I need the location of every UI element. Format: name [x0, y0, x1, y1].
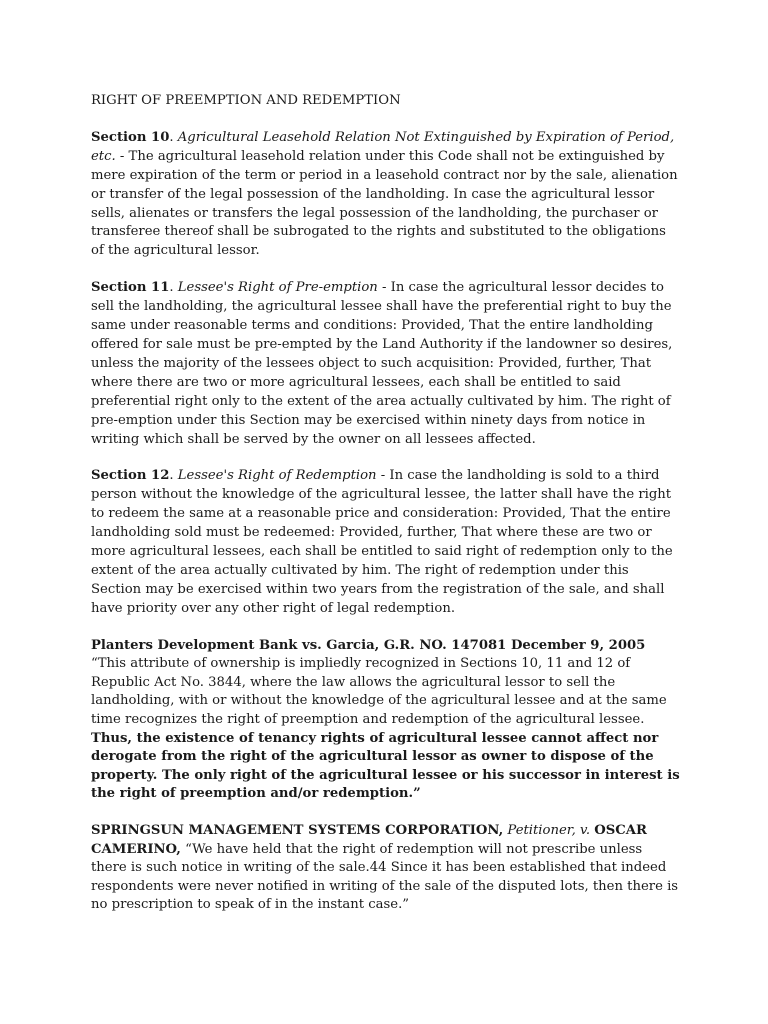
section-11-sep: . — [169, 280, 178, 296]
section-10-paragraph — [91, 129, 681, 261]
case-springsun-role: Petitioner, v. — [503, 823, 595, 838]
case-planters-paragraph — [91, 637, 681, 804]
case-planters-quote: “This attribute of ownership is impliedly recognized in Sections 10, 11 and 12 of Republic Act No. 3844, where the law allows the agricultural lessor to sell the landholding, with or without the knowledge of the agricultural lessee and at the same time recognizes the right of preemption and redemption of the agricultural lessee. — [91, 656, 667, 728]
section-10-body: - The agricultural leasehold relation under this Code shall not be extinguished by mere expiration of the term or period in a leasehold contract nor by the sale, alienation or transfer of the legal possession of the landholding. In case the agricultural lessor sells, alienates or transfers the legal possession of the landholding, the purchaser or transferee thereof shall be subrogated to the rights and substituted to the obligations of the agricultural lessor. — [91, 148, 678, 259]
case-springsun-paragraph — [91, 822, 681, 915]
case-planters-quote-bold: Thus, the existence of tenancy rights of agricultural lessee cannot affect nor derogate from the right of the agricultural lessor as owner to dispose of the property. The only right of the agricultural lessee or his successor in interest is the right of preemption and/or redemption.” — [91, 730, 680, 802]
section-12-body: - In case the landholding is sold to a third person without the knowledge of the agricultural lessee, the latter shall have the right to redeem the same at a reasonable price and consideration: Provided, That the entire landholding sold must be redeemed: Provided, further, That where these are two or more agricultural lessees, each shall be entitled to said right of redemption only to the extent of the area actually cultivated by him. The right of redemption under this Section may be exercised within two years from the registration of the sale, and shall have priority over any other right of legal redemption. — [91, 468, 673, 616]
section-12-label: Section 12 — [91, 468, 170, 484]
section-11-label: Section 11 — [91, 280, 170, 296]
section-11-paragraph — [91, 279, 681, 449]
case-planters-citation: Planters Development Bank vs. Garcia, G.R. NO. 147081 December 9, 2005 — [91, 637, 646, 653]
document-heading: RIGHT OF PREEMPTION AND REDEMPTION — [91, 93, 401, 108]
section-11-body: - In case the agricultural lessor decides to sell the landholding, the agricultural lessee shall have the preferential right to buy the same under reasonable terms and conditions: Provided, That the entire landholding offered for sale must be pre-empted by the Land Authority if the landowner so desires, unless the majority of the lessees object to such acquisition: Provided, further, That where there are two or more agricultural lessees, each shall be entitled to said preferential right only to the extent of the area actually cultivated by him. The right of pre-emption under this Section may be exercised within ninety days from notice in writing which shall be served by the owner on all lessees affected. — [91, 280, 673, 447]
case-springsun-quote: “We have held that the right of redemption will not prescribe unless there is such notice in writing of the sale.44 Since it has been established that indeed respondents were never notified in writing of the sale of the disputed lots, then there is no prescription to speak of in the instant case.” — [91, 841, 679, 913]
section-12-sep: . — [169, 468, 178, 484]
case-springsun-petitioner: SPRINGSUN MANAGEMENT SYSTEMS CORPORATION, — [91, 823, 504, 838]
section-12-paragraph — [91, 467, 681, 618]
section-10-sep: . — [169, 129, 178, 145]
case-springsun-respondent: OSCAR CAMERINO, — [91, 823, 647, 857]
section-12-title: Lessee's Right of Redemption — [177, 468, 377, 484]
section-10-label: Section 10 — [91, 129, 170, 145]
section-10-title: Agricultural Leasehold Relation Not Extinguished by Expiration of Period, etc. — [91, 129, 675, 164]
section-11-title: Lessee's Right of Pre-emption — [177, 280, 378, 296]
document-page — [91, 92, 681, 933]
